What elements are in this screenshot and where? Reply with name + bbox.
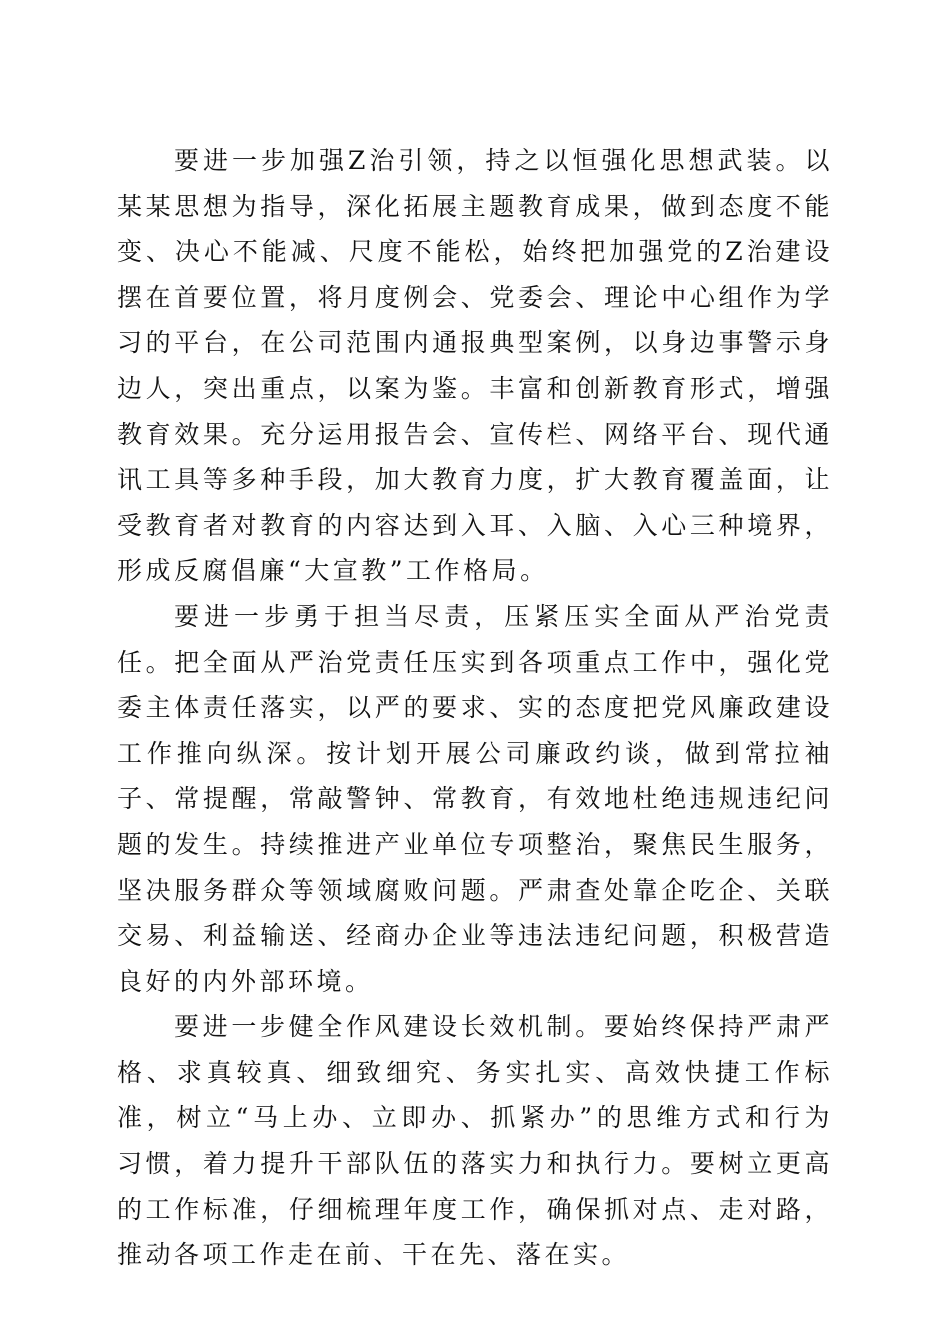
paragraph-2: 要进一步勇于担当尽责，压紧压实全面从严治党责任。把全面从严治党责任压实到各项重点工作中，强化党委主体责任落实，以严的要求、实的态度把党风廉政建设工作推向纵深。按计划开展公司廉政约谈，做到常拉袖子、常提醒，常敲警钟、常教育，有效地杜绝违规违纪问题的发生。持续推进产业单位专项整治，聚焦民生服务，坚决服务群众等领域腐败问题。严肃查处靠企吃企、关联交易、利益输送、经商办企业等违法违纪问题，积极营造良好的内外部环境。 [117, 601, 833, 996]
paragraph-3: 要进一步健全作风建设长效机制。要始终保持严肃严格、求真较真、细致细究、务实扎实、高效快捷工作标准，树立“马上办、立即办、抓紧办”的思维方式和行为习惯，着力提升干部队伍的落实力和执行力。要树立更高的工作标准，仔细梳理年度工作，确保抓对点、走对路，推动各项工作走在前、干在先、落在实。 [117, 1012, 833, 1270]
paragraph-1: 要进一步加强Z治引领，持之以恒强化思想武装。以某某思想为指导，深化拓展主题教育成果，做到态度不能变、决心不能减、尺度不能松，始终把加强党的Z治建设摆在首要位置，将月度例会、党委会、理论中心组作为学习的平台，在公司范围内通报典型案例，以身边事警示身边人，突出重点，以案为鉴。丰富和创新教育形式，增强教育效果。充分运用报告会、宣传栏、网络平台、现代通讯工具等多种手段，加大教育力度，扩大教育覆盖面，让受教育者对教育的内容达到入耳、入脑、入心三种境界，形成反腐倡廉“大宣教”工作格局。 [117, 146, 833, 586]
document-body [117, 138, 833, 1278]
